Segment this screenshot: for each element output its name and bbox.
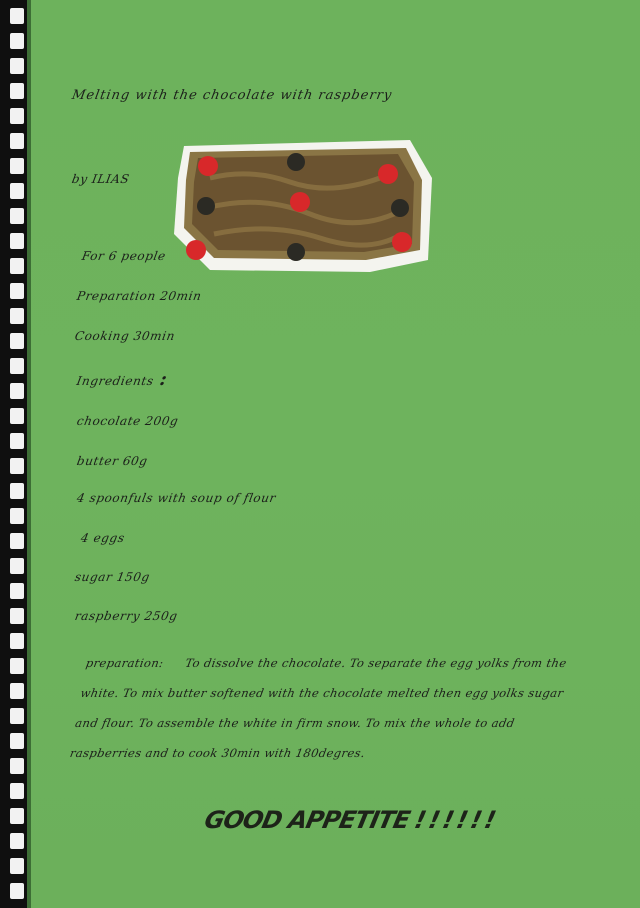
binding-hole	[10, 283, 24, 299]
ingredient-item: sugar 150g	[73, 570, 152, 584]
binding-hole	[10, 808, 24, 824]
binding-hole	[10, 433, 24, 449]
binding-edge	[27, 0, 31, 908]
binding-hole	[10, 8, 24, 24]
binding-hole	[10, 333, 24, 349]
ingredient-item: chocolate 200g	[75, 414, 180, 428]
binding-hole	[10, 583, 24, 599]
binding-hole	[10, 758, 24, 774]
raspberry	[198, 156, 218, 176]
binding-hole	[10, 508, 24, 524]
raspberry	[392, 232, 412, 252]
closing-text: GOOD APPETITE	[202, 806, 412, 834]
binding-hole	[10, 558, 24, 574]
binding-hole	[10, 608, 24, 624]
ingredient-item: raspberry 250g	[73, 609, 179, 623]
blackberry	[391, 199, 409, 217]
raspberry	[290, 192, 310, 212]
preparation-time: Preparation 20min	[75, 289, 203, 303]
preparation-steps: To dissolve the chocolate. To separate the egg yolks from the white. To mix butter softened with the chocolate melted then egg yolks sugar and flour. To assemble the white in firm snow. To mix the whole to add raspberries and to cook 30min with 180degres.	[68, 656, 568, 760]
binding-hole	[10, 58, 24, 74]
blackberry	[197, 197, 215, 215]
binding-hole	[10, 358, 24, 374]
binding-hole	[10, 658, 24, 674]
ingredients-heading	[75, 369, 169, 390]
binding-hole	[10, 183, 24, 199]
spiral-binding	[0, 0, 30, 908]
ingredient-item: butter 60g	[75, 454, 149, 468]
binding-hole	[10, 408, 24, 424]
binding-hole	[10, 733, 24, 749]
binding-hole	[10, 108, 24, 124]
recipe-author: by ILIAS	[70, 172, 131, 186]
binding-hole	[10, 308, 24, 324]
ingredient-item: 4 eggs	[79, 531, 126, 545]
blackberry	[287, 243, 305, 261]
binding-hole	[10, 833, 24, 849]
cake-photo	[170, 138, 432, 274]
binding-hole	[10, 858, 24, 874]
binding-hole	[10, 208, 24, 224]
ingredients-heading-label: Ingredients	[75, 374, 155, 388]
ingredients-heading-colon: :	[158, 369, 170, 390]
binding-hole	[10, 83, 24, 99]
binding-hole	[10, 633, 24, 649]
preparation-instructions	[67, 648, 588, 768]
servings: For 6 people	[80, 249, 167, 263]
ingredient-item: 4 spoonfuls with soup of flour	[75, 491, 278, 505]
blackberry	[287, 153, 305, 171]
binding-hole	[10, 383, 24, 399]
binding-hole	[10, 258, 24, 274]
binding-hole	[10, 133, 24, 149]
closing-message	[202, 806, 502, 834]
binding-hole	[10, 483, 24, 499]
binding-hole	[10, 683, 24, 699]
raspberry	[186, 240, 206, 260]
raspberry	[378, 164, 398, 184]
binding-hole	[10, 708, 24, 724]
preparation-label: preparation:	[84, 656, 165, 670]
binding-hole	[10, 158, 24, 174]
binding-hole	[10, 233, 24, 249]
closing-exclamations: !!!!!!	[412, 806, 502, 834]
cooking-time: Cooking 30min	[73, 329, 177, 343]
binding-hole	[10, 458, 24, 474]
binding-hole	[10, 883, 24, 899]
binding-hole	[10, 533, 24, 549]
binding-hole	[10, 33, 24, 49]
recipe-title: Melting with the chocolate with raspberry	[70, 88, 394, 103]
binding-hole	[10, 783, 24, 799]
